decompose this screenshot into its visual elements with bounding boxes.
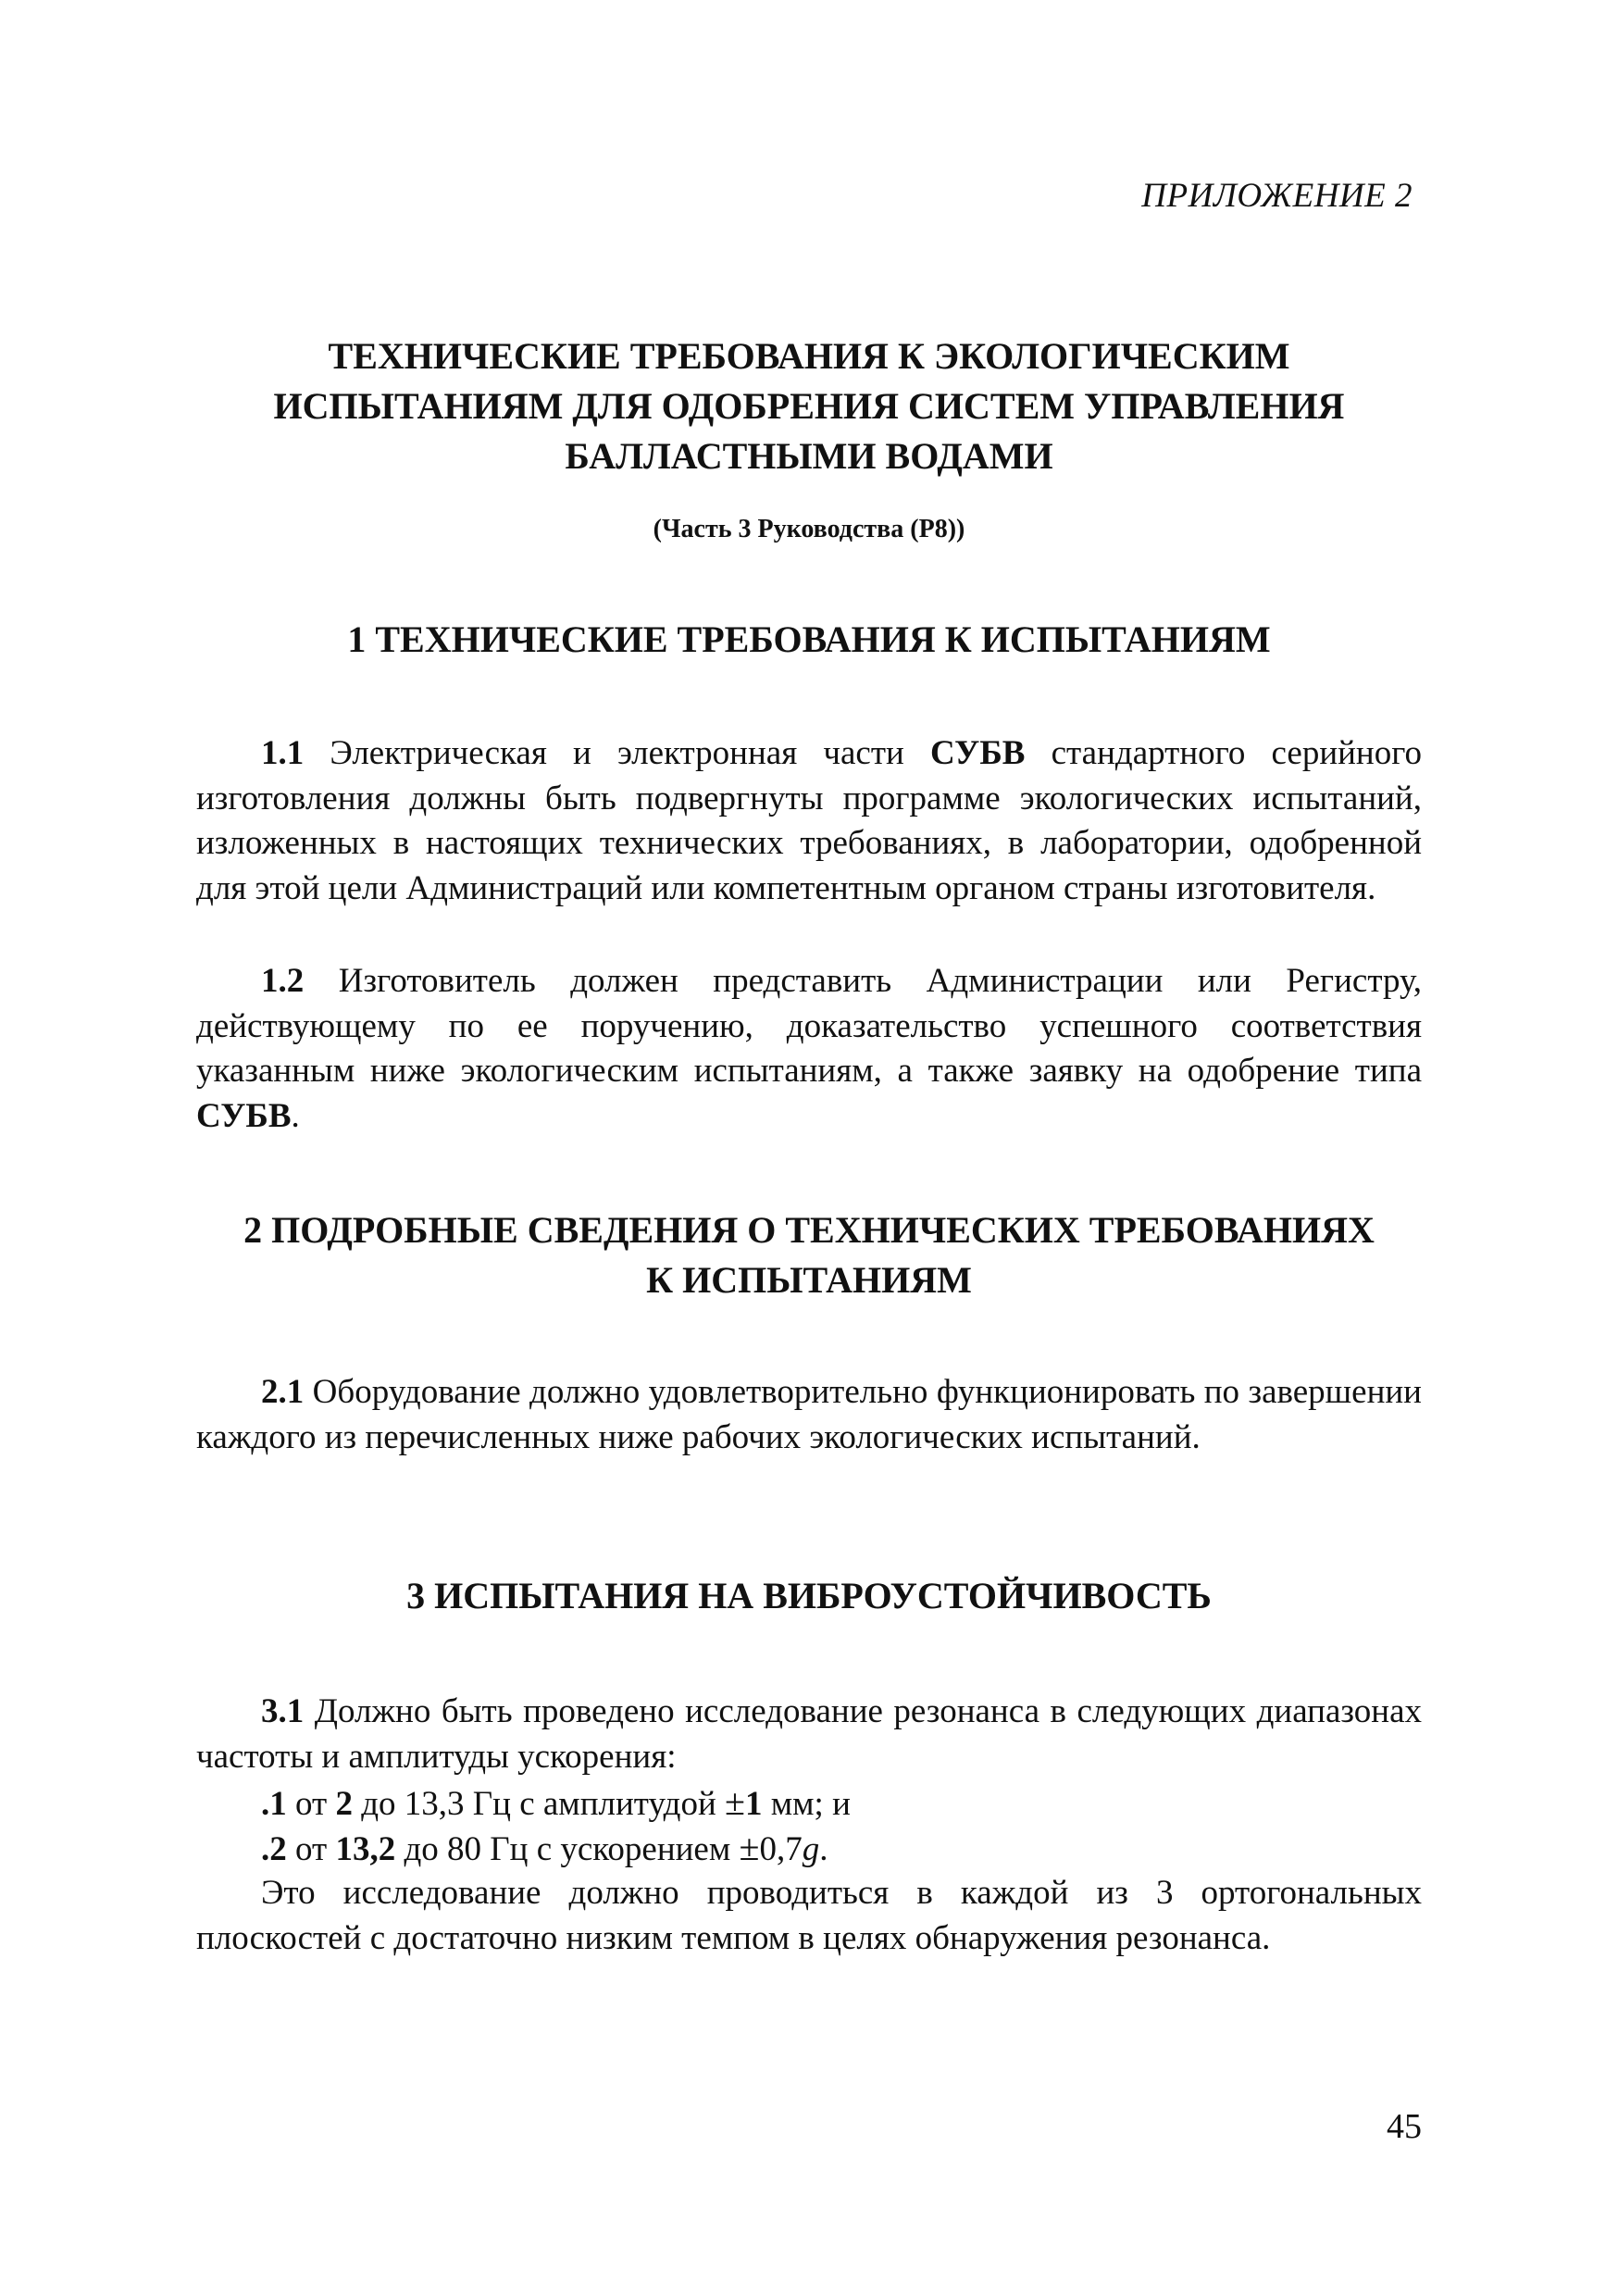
section-3-heading: 3 ИСПЫТАНИЯ НА ВИБРОУСТОЙЧИВОСТЬ	[406, 1575, 1212, 1616]
paragraph-2-1: 2.1 Оборудование должно удовлетворительно функционировать по завершении каждого из перечисленных ниже рабочих экологических испытаний.	[196, 1373, 1422, 1456]
clause-number: 1.1	[261, 734, 305, 772]
plus-minus-sign: ±	[725, 1781, 745, 1823]
title-line-1: ТЕХНИЧЕСКИЕ ТРЕБОВАНИЯ К ЭКОЛОГИЧЕСКИМ	[328, 335, 1290, 377]
document-subtitle: (Часть 3 Руководства (Р8))	[653, 515, 965, 543]
list-item-1: .1 от 2 до 13,3 Гц с амплитудой ±1 мм; и	[261, 1781, 851, 1823]
bold-term: СУБВ	[929, 734, 1026, 772]
page-number: 45	[1387, 2107, 1422, 2146]
paragraph-3-1: 3.1 Должно быть проведено исследование резонанса в следующих диапазонах частоты и амплитуды ускорения:	[196, 1692, 1422, 1776]
paragraph-1-2: 1.2 Изготовитель должен представить Администрации или Регистру, действующему по ее поручению, доказательство успешного соответствия указанным ниже экологическим испытаниям, а также заявку на одобрение типа СУБВ.	[196, 962, 1422, 1135]
bold-term: СУБВ	[196, 1096, 292, 1135]
paragraph-1-1: 1.1 Электрическая и электронная части СУБВ стандартного серийного изготовления должны быть подвергнуты программе экологических испытаний, изложенных в настоящих технических требованиях, в лаборатории, одобренной для этой цели Администраций или компетентным органом страны изготовителя.	[196, 734, 1422, 907]
title-line-2: ИСПЫТАНИЯМ ДЛЯ ОДОБРЕНИЯ СИСТЕМ УПРАВЛЕНИЯ	[273, 385, 1345, 427]
plus-minus-sign: ±	[739, 1827, 760, 1868]
title-line-3: БАЛЛАСТНЫМИ ВОДАМИ	[565, 435, 1053, 477]
document-title	[196, 331, 1422, 481]
list-item-2: .2 от 13,2 до 80 Гц с ускорением ±0,7g.	[261, 1827, 828, 1868]
paragraph-3-1-note: Это исследование должно проводиться в каждой из 3 ортогональных плоскостей с достаточно низким темпом в целях обнаружения резонанса.	[196, 1874, 1422, 1957]
section-2-heading: 2 ПОДРОБНЫЕ СВЕДЕНИЯ О ТЕХНИЧЕСКИХ ТРЕБОВАНИЯХ К ИСПЫТАНИЯМ	[243, 1209, 1375, 1301]
gravity-symbol: g	[802, 1830, 820, 1868]
appendix-label: ПРИЛОЖЕНИЕ 2	[1141, 177, 1413, 215]
clause-number: 1.2	[261, 962, 305, 1000]
clause-number: 2.1	[261, 1373, 305, 1411]
clause-number: 3.1	[261, 1692, 305, 1730]
section-1-heading: 1 ТЕХНИЧЕСКИЕ ТРЕБОВАНИЯ К ИСПЫТАНИЯМ	[347, 618, 1271, 660]
